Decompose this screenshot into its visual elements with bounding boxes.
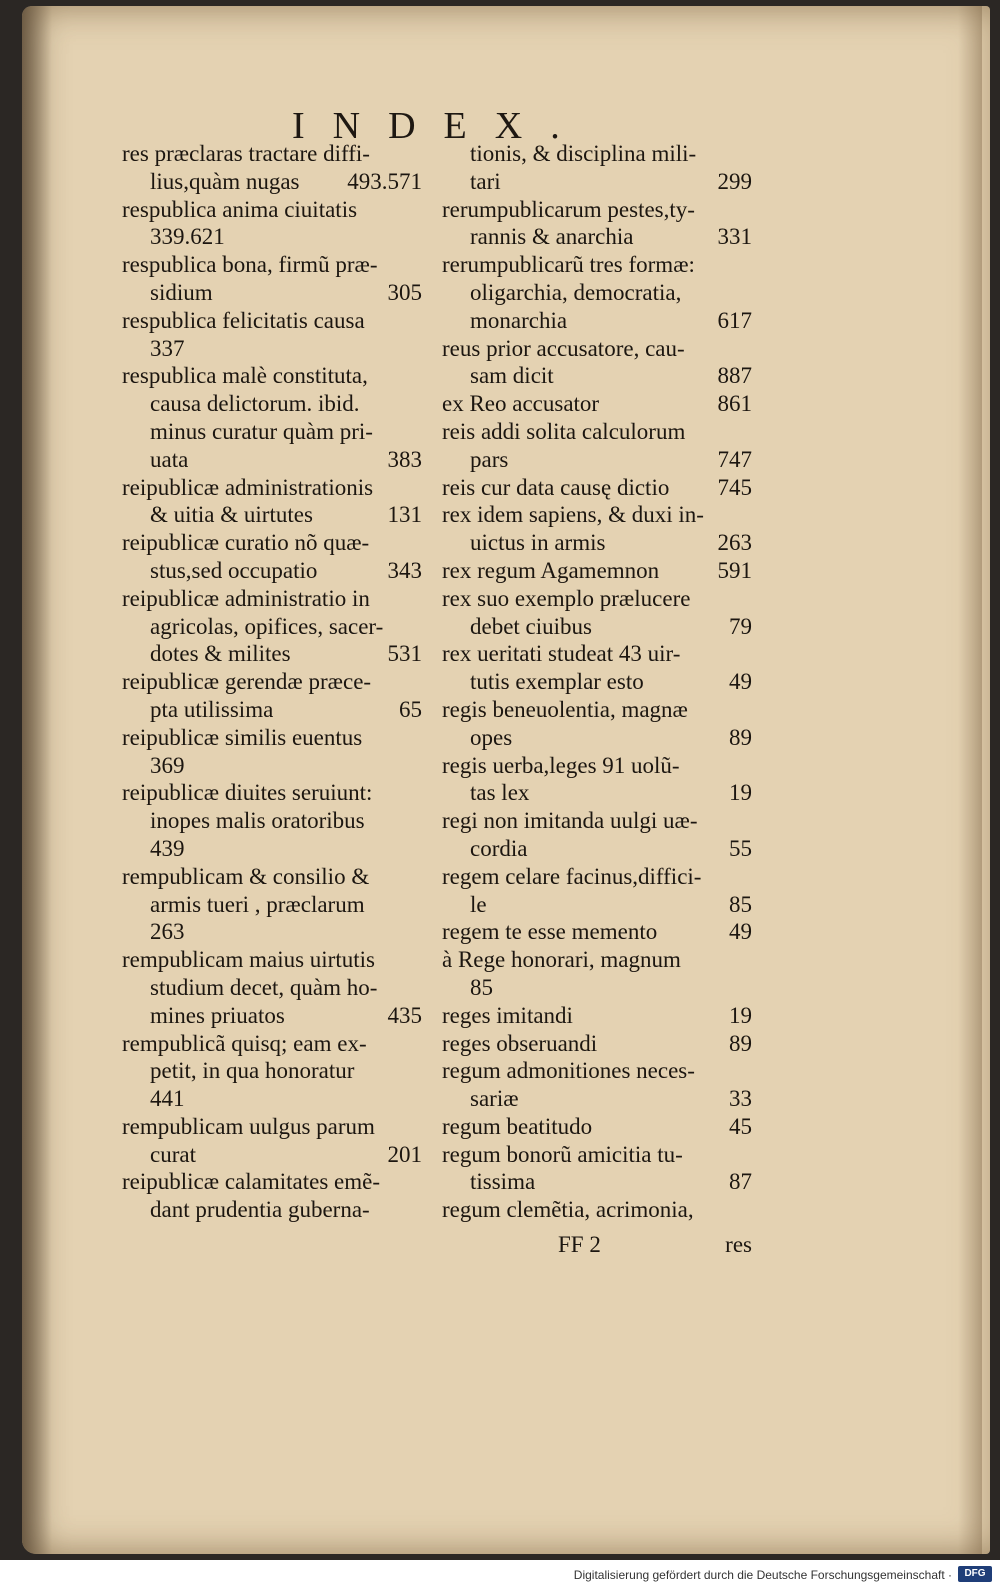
index-entry-line (122, 891, 422, 919)
index-entry-line (442, 779, 752, 807)
index-entry-line (442, 863, 752, 891)
index-entry-text: respublica felicitatis causa (122, 307, 365, 333)
book-page (22, 6, 990, 1554)
index-entry-line (442, 585, 752, 613)
index-entry-page-number: 383 (387, 446, 422, 472)
index-entry-line (122, 446, 422, 474)
index-entry-line (122, 335, 422, 363)
index-entry-text: dant prudentia guberna- (150, 1197, 370, 1223)
binding-shadow (22, 6, 52, 1554)
index-entry-line (442, 835, 752, 863)
index-entry-line (442, 557, 752, 585)
index-entry-line (442, 390, 752, 418)
index-entry-text: & uitia & uirtutes (150, 502, 313, 528)
index-entry-text: uata (150, 446, 189, 472)
index-entry-line (122, 279, 422, 307)
index-entry-page-number: 299 (717, 168, 752, 194)
index-entry-line (442, 696, 752, 724)
index-entry-line (442, 807, 752, 835)
index-entry-line (442, 1196, 752, 1224)
index-entry-text: respublica anima ciuitatis (122, 196, 358, 222)
index-entry-text: minus curatur quàm pri- (150, 418, 373, 444)
index-entry-text: 339.621 (150, 224, 225, 250)
index-entry-line (442, 335, 752, 363)
index-entry-page-number: 49 (729, 919, 752, 945)
index-entry-text: regum clemẽtia, acrimonia, (442, 1197, 694, 1223)
footer-bar (0, 1560, 1000, 1592)
index-entry-line (122, 1002, 422, 1030)
index-entry-page-number: 745 (717, 474, 752, 500)
index-entry-line (442, 918, 752, 946)
index-column-left (122, 140, 422, 1224)
index-entry-page-number: 65 (399, 696, 422, 722)
index-entry-text: 337 (150, 335, 185, 361)
index-entry-line (122, 1113, 422, 1141)
index-entry-line (122, 1141, 422, 1169)
index-entry-line (442, 307, 752, 335)
index-entry-line (442, 1002, 752, 1030)
index-entry-page-number: 87 (729, 1169, 752, 1195)
index-entry-text: reipublicæ administrationis (122, 474, 374, 500)
index-entry-text: 369 (150, 752, 185, 778)
index-entry-page-number: 493.571 (347, 168, 422, 194)
index-entry-page-number: 85 (729, 891, 752, 917)
index-entry-page-number: 19 (729, 1002, 752, 1028)
index-entry-text: rempublicam maius uirtutis (122, 947, 375, 973)
index-entry-text: lius,quàm nugas (150, 168, 300, 194)
index-entry-text: uictus in armis (470, 530, 606, 556)
index-entry-line (122, 140, 422, 168)
index-entry-line (442, 529, 752, 557)
index-entry-page-number: 201 (387, 1141, 422, 1167)
index-entry-line (122, 529, 422, 557)
index-entry-text: reges obseruandi (442, 1030, 598, 1056)
index-entry-line (442, 1141, 752, 1169)
index-entry-text: rempublicam uulgus parum (122, 1113, 375, 1139)
index-entry-line (442, 279, 752, 307)
index-entry-page-number: 747 (717, 446, 752, 472)
index-entry-text: reipublicæ administratio in (122, 585, 370, 611)
index-entry-page-number: 331 (717, 224, 752, 250)
index-entry-text: armis tueri , præclarum (150, 891, 365, 917)
index-entry-text: reipublicæ curatio nõ quæ- (122, 530, 370, 556)
page-title: INDEX. (292, 105, 588, 147)
index-entry-line (442, 168, 752, 196)
index-entry-text: reipublicæ diuites seruiunt: (122, 780, 373, 806)
index-entry-text: 85 (470, 974, 493, 1000)
index-entry-line (122, 835, 422, 863)
index-entry-line (122, 724, 422, 752)
index-entry-line (122, 390, 422, 418)
index-entry-text: opes (470, 724, 513, 750)
index-entry-line (122, 1196, 422, 1224)
index-entry-text: regi non imitanda uulgi uæ- (442, 808, 698, 834)
index-entry-line (442, 1057, 752, 1085)
index-entry-line (442, 1168, 752, 1196)
index-entry-line (122, 1085, 422, 1113)
index-entry-text: rempublicã quisq; eam ex- (122, 1030, 367, 1056)
index-entry-page-number: 89 (729, 1030, 752, 1056)
index-entry-line (442, 362, 752, 390)
show-through-bleed (56, 126, 86, 1226)
index-entry-line (442, 1085, 752, 1113)
index-entry-text: agricolas, opifices, sacer- (150, 613, 384, 639)
index-entry-line (122, 474, 422, 502)
index-entry-page-number: 531 (387, 641, 422, 667)
index-entry-text: regem te esse memento (442, 919, 658, 945)
index-entry-text: stus,sed occupatio (150, 557, 318, 583)
index-entry-text: tari (470, 168, 501, 194)
index-entry-text: regum admonitiones neces- (442, 1058, 695, 1084)
index-entry-text: studium decet, quàm ho- (150, 974, 378, 1000)
dfg-logo: DFG (958, 1566, 992, 1582)
index-entry-line (122, 946, 422, 974)
index-entry-text: 441 (150, 1086, 185, 1112)
index-entry-text: sariæ (470, 1086, 519, 1112)
index-entry-text: regum beatitudo (442, 1113, 593, 1139)
index-entry-line (442, 891, 752, 919)
index-entry-page-number: 435 (387, 1002, 422, 1028)
index-entry-line (122, 752, 422, 780)
index-entry-line (122, 1030, 422, 1058)
index-entry-text: reis addi solita calculorum (442, 418, 686, 444)
index-entry-text: rex idem sapiens, & duxi in- (442, 502, 704, 528)
index-entry-text: reipublicæ similis euentus (122, 724, 363, 750)
index-entry-text: reus prior accusatore, cau- (442, 335, 685, 361)
index-entry-text: rempublicam & consilio & (122, 863, 370, 889)
index-entry-page-number: 343 (387, 557, 422, 583)
index-entry-text: petit, in qua honoratur (150, 1058, 355, 1084)
index-entry-line (122, 863, 422, 891)
index-entry-text: monarchia (470, 307, 568, 333)
index-entry-line (122, 585, 422, 613)
index-entry-text: oligarchia, democratia, (470, 279, 682, 305)
index-entry-page-number: 33 (729, 1086, 752, 1112)
index-entry-text: tionis, & disciplina mili- (470, 141, 697, 166)
index-entry-line (122, 557, 422, 585)
index-entry-line (122, 251, 422, 279)
index-entry-text: dotes & milites (150, 641, 291, 667)
index-entry-line (122, 418, 422, 446)
index-entry-text: rex suo exemplo prælucere (442, 585, 691, 611)
index-entry-line (442, 1113, 752, 1141)
page-edge-shadow (958, 6, 982, 1554)
index-entry-line (442, 668, 752, 696)
index-entry-text: causa delictorum. ibid. (150, 391, 360, 417)
index-entry-line (122, 974, 422, 1002)
index-entry-line (442, 223, 752, 251)
index-entry-line (122, 613, 422, 641)
index-entry-page-number: 49 (729, 669, 752, 695)
index-entry-line (122, 779, 422, 807)
index-entry-line (442, 1030, 752, 1058)
index-entry-line (122, 307, 422, 335)
index-entry-line (442, 140, 752, 168)
index-entry-text: regis uerba,leges 91 uolũ- (442, 752, 680, 778)
index-entry-line (442, 974, 752, 1002)
index-entry-line (442, 474, 752, 502)
index-entry-line (442, 613, 752, 641)
index-entry-text: rerumpublicarum pestes,ty- (442, 196, 695, 222)
index-entry-text: reipublicæ gerendæ præce- (122, 669, 372, 695)
index-entry-line (442, 501, 752, 529)
index-entry-text: res præclaras tractare diffi- (122, 141, 370, 166)
index-entry-text: pta utilissima (150, 696, 274, 722)
index-entry-page-number: 19 (729, 780, 752, 806)
index-entry-text: mines priuatos (150, 1002, 285, 1028)
index-entry-text: cordia (470, 835, 528, 861)
index-entry-line (442, 946, 752, 974)
index-entry-line (122, 640, 422, 668)
index-entry-line (122, 1168, 422, 1196)
index-entry-line (122, 223, 422, 251)
index-entry-line (122, 501, 422, 529)
index-entry-text: curat (150, 1141, 196, 1167)
index-entry-text: rannis & anarchia (470, 224, 634, 250)
index-entry-line (442, 196, 752, 224)
index-entry-line (122, 362, 422, 390)
index-entry-line (442, 640, 752, 668)
index-entry-text: reipublicæ calamitates emẽ- (122, 1169, 380, 1195)
index-entry-page-number: 887 (717, 363, 752, 389)
index-entry-page-number: 79 (729, 613, 752, 639)
index-entry-line (122, 807, 422, 835)
index-entry-text: rerumpublicarũ tres formæ: (442, 252, 695, 278)
index-entry-text: à Rege honorari, magnum (442, 947, 681, 973)
index-entry-text: respublica bona, firmũ præ- (122, 252, 378, 278)
index-entry-page-number: 263 (717, 530, 752, 556)
footer-credit: Digitalisierung gefördert durch die Deutsche Forschungsgemeinschaft · (573, 1568, 952, 1582)
index-entry-text: le (470, 891, 487, 917)
index-entry-text: regem celare facinus,diffici- (442, 863, 702, 889)
index-entry-line (442, 446, 752, 474)
index-entry-line (122, 196, 422, 224)
index-entry-text: regis beneuolentia, magnæ (442, 696, 688, 722)
index-entry-line (122, 1057, 422, 1085)
catchword: res (725, 1232, 752, 1257)
index-entry-line (122, 918, 422, 946)
index-entry-page-number: 861 (717, 391, 752, 417)
index-entry-text: 263 (150, 919, 185, 945)
index-entry-page-number: 89 (729, 724, 752, 750)
index-entry-page-number: 305 (387, 279, 422, 305)
index-entry-text: reges imitandi (442, 1002, 573, 1028)
index-entry-line (122, 696, 422, 724)
index-entry-line (442, 251, 752, 279)
signature-mark: FF 2 (558, 1232, 601, 1257)
index-entry-page-number: 131 (387, 502, 422, 528)
index-entry-line (122, 668, 422, 696)
index-entry-page-number: 55 (729, 835, 752, 861)
index-column-right (442, 140, 752, 1224)
index-entry-page-number: 617 (717, 307, 752, 333)
index-entry-text: respublica malè constituta, (122, 363, 368, 389)
index-entry-text: inopes malis oratoribus (150, 808, 365, 834)
index-entry-line (442, 752, 752, 780)
index-entry-text: sidium (150, 279, 213, 305)
index-entry-text: tissima (470, 1169, 536, 1195)
index-entry-page-number: 45 (729, 1113, 752, 1139)
index-entry-page-number: 591 (717, 557, 752, 583)
index-entry-text: sam dicit (470, 363, 554, 389)
index-entry-line (442, 724, 752, 752)
index-entry-line (122, 168, 422, 196)
index-entry-text: pars (470, 446, 509, 472)
index-entry-text: 439 (150, 835, 185, 861)
index-entry-text: ex Reo accusator (442, 391, 600, 417)
index-entry-text: tas lex (470, 780, 530, 806)
index-entry-text: rex ueritati studeat 43 uir- (442, 641, 681, 667)
index-entry-text: rex regum Agamemnon (442, 557, 660, 583)
index-entry-line (442, 418, 752, 446)
index-entry-text: reis cur data causę dictio (442, 474, 670, 500)
index-entry-text: debet ciuibus (470, 613, 592, 639)
index-entry-text: tutis exemplar esto (470, 669, 644, 695)
index-entry-text: regum bonorũ amicitia tu- (442, 1141, 683, 1167)
